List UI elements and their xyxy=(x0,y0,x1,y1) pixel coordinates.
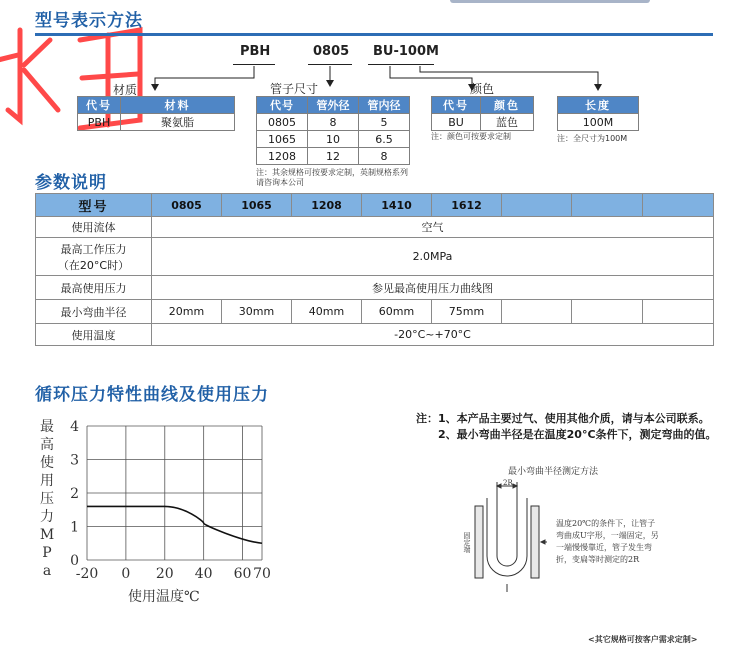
param-label: 最高使用压力 xyxy=(36,276,152,300)
table-header: 代号 xyxy=(257,97,308,114)
param-header-model: 型号 xyxy=(36,194,152,217)
material-label: 材质 xyxy=(113,83,138,97)
table-cell: 8 xyxy=(359,148,410,165)
pressure-chart xyxy=(55,410,285,610)
table-header: 长度 xyxy=(558,97,639,114)
bend-desc-4: 折，变扁等时测定的2R xyxy=(556,555,640,564)
chart-y-tick-label: 2 xyxy=(70,486,79,502)
param-value: 2.0MPa xyxy=(152,238,714,276)
chart-x-tick-label: 20 xyxy=(155,566,174,582)
param-header xyxy=(572,194,643,217)
param-label: 最小弯曲半径 xyxy=(36,300,152,324)
size-note-1: 注：其余规格可按要求定制，英制规格系列 xyxy=(256,168,408,177)
param-value: -20°C~+70°C xyxy=(152,324,714,346)
param-value: 参见最高使用压力曲线图 xyxy=(152,276,714,300)
table-header: 代号 xyxy=(78,97,121,114)
table-cell: 100M xyxy=(558,114,639,131)
size-label: 管子尺寸 xyxy=(270,82,319,96)
param-header: 1410 xyxy=(362,194,432,217)
color-note: 注：颜色可按要求定制 xyxy=(431,132,511,141)
table-header: 管内径 xyxy=(359,97,410,114)
table-header: 管外径 xyxy=(308,97,359,114)
size-table xyxy=(256,96,410,165)
param-value xyxy=(643,300,714,324)
param-value: 空气 xyxy=(152,217,714,238)
note-line-1: 1、本产品主要过气、使用其他介质，请与本公司联系。 xyxy=(438,412,710,425)
table-header: 代号 xyxy=(432,97,481,114)
table-header: 颜色 xyxy=(481,97,534,114)
table-cell: 12 xyxy=(308,148,359,165)
table-cell: 10 xyxy=(308,131,359,148)
param-value: 40mm xyxy=(292,300,362,324)
chart-ylabel-char: P xyxy=(42,545,52,561)
param-value: 30mm xyxy=(222,300,292,324)
chart-ylabel-char: 高 xyxy=(40,437,54,453)
chart-ylabel-char: 最 xyxy=(40,419,54,435)
table-cell: 6.5 xyxy=(359,131,410,148)
table-cell: 8 xyxy=(308,114,359,131)
param-value xyxy=(502,300,572,324)
color-label: 颜色 xyxy=(470,82,495,96)
table-cell: 5 xyxy=(359,114,410,131)
section-title-model: 型号表示方法 xyxy=(35,11,143,31)
chart-xlabel: 使用温度℃ xyxy=(128,589,200,605)
params-table xyxy=(35,193,714,346)
param-header xyxy=(643,194,714,217)
table-cell: 1065 xyxy=(257,131,308,148)
param-label-line: （在20°C时） xyxy=(57,258,130,272)
bend-r-label: 2R xyxy=(503,479,513,487)
param-label: 使用流体 xyxy=(36,217,152,238)
chart-ylabel-char: 力 xyxy=(40,509,54,525)
param-label-line: 最高工作压力 xyxy=(60,242,127,256)
color-table xyxy=(431,96,534,131)
chart-ylabel-char: a xyxy=(42,563,52,579)
param-value: 75mm xyxy=(432,300,502,324)
param-label xyxy=(36,238,152,276)
chart-x-tick-label: 70 xyxy=(253,566,271,582)
code-material: PBH xyxy=(240,44,271,59)
chart-ylabel-char: 用 xyxy=(40,473,54,489)
chart-ylabel-char: M xyxy=(39,527,55,543)
chart-x-tick-label: 0 xyxy=(121,566,131,582)
chart-x-tick-label: -20 xyxy=(75,566,99,582)
param-header: 1208 xyxy=(292,194,362,217)
param-header: 0805 xyxy=(152,194,222,217)
chart-y-tick-label: 0 xyxy=(70,553,79,569)
table-cell: 1208 xyxy=(257,148,308,165)
param-value: 20mm xyxy=(152,300,222,324)
bend-desc-3: 一端慢慢靠近，管子发生弯 xyxy=(556,543,652,552)
chart-y-tick-label: 4 xyxy=(70,419,79,435)
param-label: 使用温度 xyxy=(36,324,152,346)
param-header: 1065 xyxy=(222,194,292,217)
footer-note: <其它规格可按客户需求定制> xyxy=(588,635,698,644)
bend-desc-1: 温度20℃的条件下，让管子 xyxy=(556,519,656,528)
section-title-pressure-curve: 循环压力特性曲线及使用压力 xyxy=(35,385,269,405)
chart-ylabel xyxy=(39,418,55,580)
table-cell: 蓝色 xyxy=(481,114,534,131)
param-header: 1612 xyxy=(432,194,502,217)
table-cell: PBH xyxy=(78,114,121,131)
length-note: 注：全尺寸为100M xyxy=(557,134,628,143)
chart-series-line xyxy=(87,506,262,543)
param-value xyxy=(572,300,643,324)
chart-ylabel-char: 压 xyxy=(40,491,54,507)
chart-x-tick-label: 40 xyxy=(194,566,213,582)
code-color-length: BU-100M xyxy=(373,44,439,59)
section-title-params: 参数说明 xyxy=(35,173,107,193)
chart-ylabel-char: 使 xyxy=(40,455,54,471)
material-table xyxy=(77,96,235,131)
bend-desc-2: 弯曲成U字形，一端固定，另 xyxy=(556,531,659,540)
connector-lines xyxy=(0,0,733,110)
length-table xyxy=(557,96,639,131)
size-note-2: 请咨询本公司 xyxy=(256,178,304,187)
table-cell: 聚氨脂 xyxy=(121,114,235,131)
table-cell: BU xyxy=(432,114,481,131)
notes-prefix: 注： xyxy=(416,412,438,425)
table-header: 材料 xyxy=(121,97,235,114)
bend-figure-title: 最小弯曲半径测定方法 xyxy=(508,467,599,477)
bend-fixed-label: 固定端 xyxy=(463,532,471,553)
table-cell: 0805 xyxy=(257,114,308,131)
chart-x-tick-label: 60 xyxy=(233,566,252,582)
code-size: 0805 xyxy=(313,44,350,59)
chart-y-tick-label: 3 xyxy=(70,452,79,469)
chart-y-tick-label: 1 xyxy=(70,519,79,536)
param-header xyxy=(502,194,572,217)
note-line-2: 2、最小弯曲半径是在温度20°C条件下，测定弯曲的值。 xyxy=(438,428,717,441)
param-value: 60mm xyxy=(362,300,432,324)
